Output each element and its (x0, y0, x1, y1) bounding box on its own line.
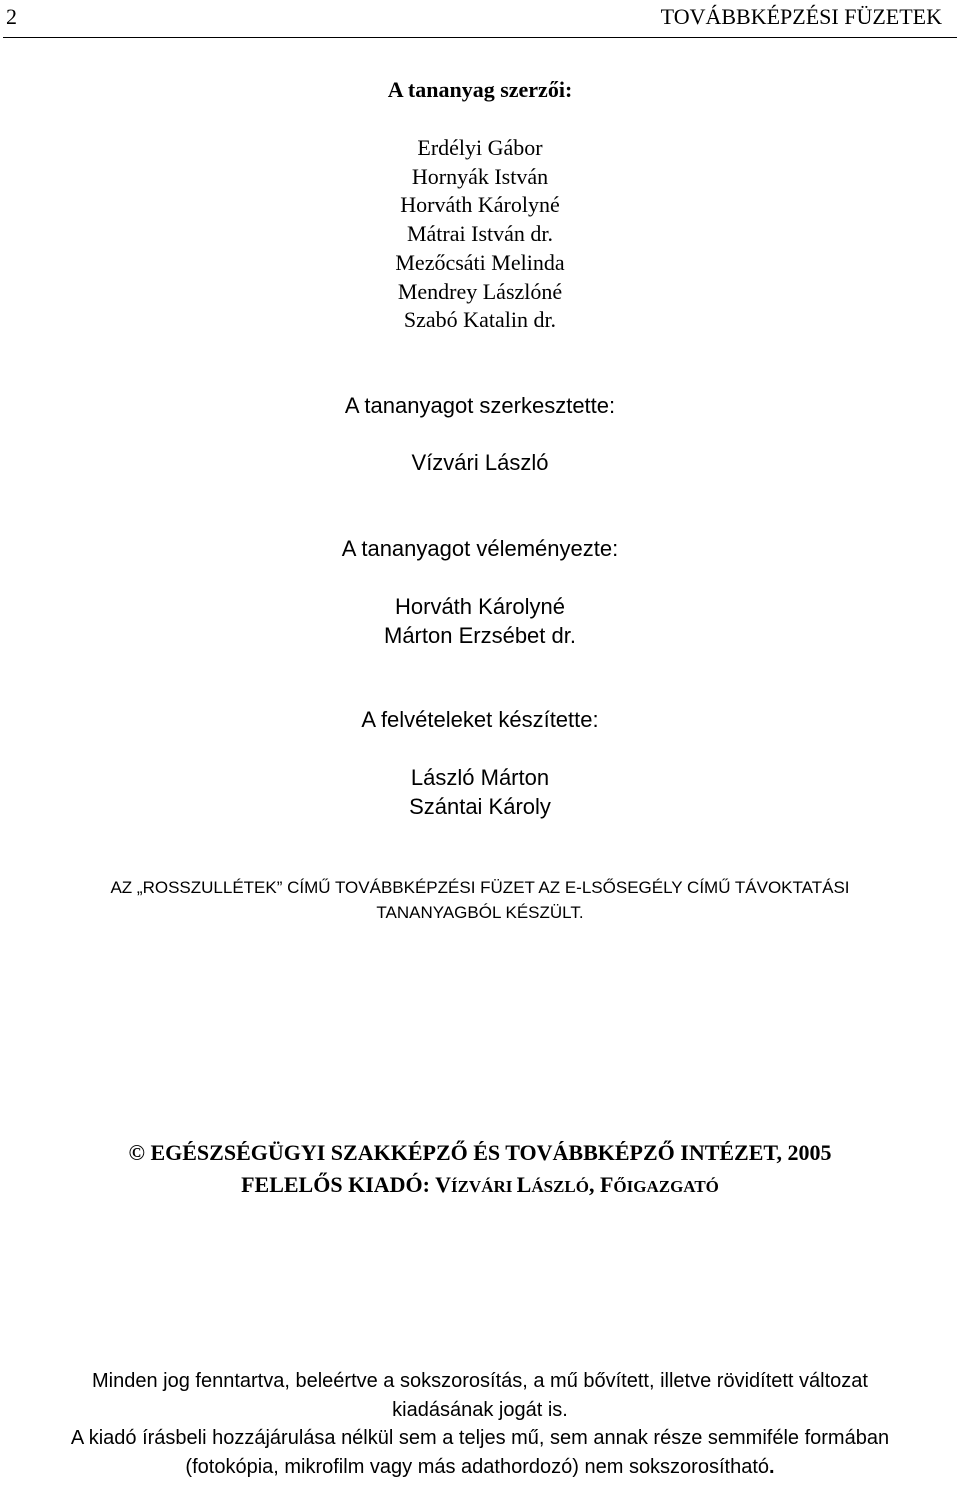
copyright-line: © EGÉSZSÉGÜGYI SZAKKÉPZŐ ÉS TOVÁBBKÉPZŐ INTÉZET, 2005 (128, 1140, 832, 1165)
publisher-label: FELELŐS KIADÓ: (241, 1172, 436, 1197)
reviewer-name: Horváth Károlyné (395, 594, 565, 619)
origin-note-line: TANANYAGBÓL KÉSZÜLT. (376, 903, 584, 922)
editor-heading: A tananyagot szerkesztette: (344, 393, 616, 418)
author-name: Erdélyi Gábor (417, 135, 543, 160)
reviewer-heading: A tananyagot véleményezte: (341, 536, 619, 561)
publisher-name-initial: V (435, 1172, 451, 1197)
rights-line: Minden jog fenntartva, beleértve a sokszorosítás, a mű bővített, illetve rövidített változat (92, 1370, 868, 1392)
photographers-list (0, 763, 960, 821)
page-header (0, 0, 960, 38)
editor-name: Vízvári László (411, 450, 549, 475)
publisher-title-initial: F (599, 1172, 614, 1197)
authors-list (0, 134, 960, 335)
publisher-surname-rest: ÁSZLÓ (531, 1177, 589, 1196)
publisher-name-rest: ÍZVÁRI (450, 1177, 517, 1196)
origin-note-line: AZ „ROSSZULLÉTEK” CÍMŰ TOVÁBBKÉPZÉSI FÜZET AZ E-LSŐSEGÉLY CÍMŰ TÁVOKTATÁSI (110, 878, 850, 897)
running-title: TOVÁBBKÉPZÉSI FÜZETEK (660, 4, 942, 29)
authors-heading: A tananyag szerzői: (387, 77, 573, 102)
reviewer-name: Márton Erzsébet dr. (384, 623, 576, 648)
page-number: 2 (6, 4, 17, 29)
author-name: Mendrey Lászlóné (397, 278, 563, 304)
copyright-block (0, 1137, 960, 1203)
publisher-surname-initial: L (516, 1172, 532, 1197)
author-name: Szabó Katalin dr. (403, 307, 557, 333)
author-name: Mezőcsáti Melinda (395, 249, 565, 275)
publisher-line (0, 1169, 960, 1203)
reviewer-list (0, 592, 960, 650)
photographer-name: Szántai Károly (409, 794, 551, 819)
header-rule (3, 37, 957, 38)
author-name: Hornyák István (411, 163, 549, 189)
publisher-comma: , (588, 1172, 600, 1197)
publisher-title-rest: ŐIGAZGATÓ (613, 1177, 719, 1196)
author-name: Mátrai István dr. (406, 221, 554, 247)
rights-line-period: . (769, 1456, 775, 1479)
rights-line: kiadásának jogát is. (392, 1398, 568, 1421)
author-name: Horváth Károlyné (400, 192, 560, 218)
origin-note (10, 875, 950, 925)
rights-line-text: (fotokópia, mikrofilm vagy más adathordozó) nem sokszorosítható (185, 1456, 770, 1479)
rights-line: A kiadó írásbeli hozzájárulása nélkül sem a teljes mű, sem annak része semmiféle formában (70, 1427, 890, 1450)
rights-notice (5, 1367, 955, 1482)
photographers-heading: A felvételeket készítette: (361, 707, 599, 732)
rights-line (5, 1453, 955, 1482)
photographer-name: László Márton (410, 765, 550, 790)
